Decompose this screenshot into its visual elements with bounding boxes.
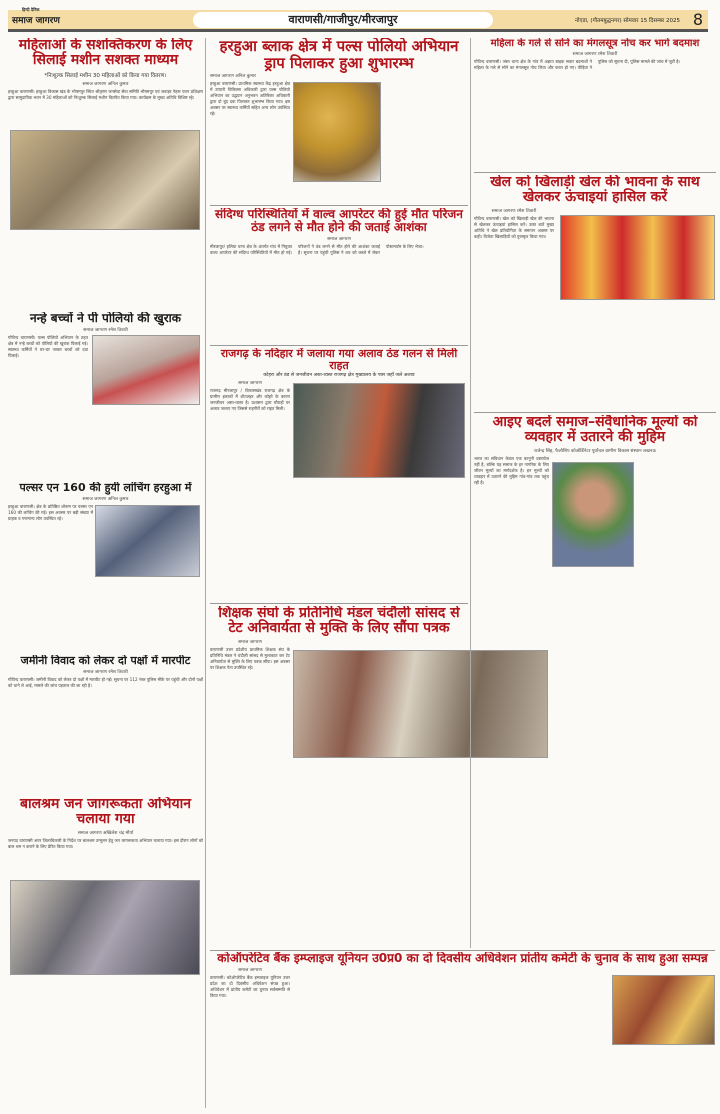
headline: संदिग्ध परिस्थितियों में वाल्व आपरेटर की हुई मौत परिजन ठंड लगने से मौत होने की जताई आशंका	[215, 208, 463, 235]
column-divider	[205, 38, 206, 1108]
edition-names: वाराणसी/गाजीपुर/मीरजापुर	[193, 12, 493, 28]
silai-continued	[8, 235, 203, 307]
article-body: गोविन्द वाराणसी। खेल को खिलाड़ी खेल की भावना से खेलकर ऊंचाइयां हासिल करें। उक्त बातें मुख्य अतिथि ने खेल प्रतियोगिता के समापन अवसर पर कही। विजेता खिलाड़ियों को पुरस्कृत किया गया।	[474, 215, 554, 239]
byline: राजेन्द्र सिंह, फैलोशिप कोऑर्डिनेटर पूर्वांचल ग्रामीण विकास संस्थान लखनऊ	[534, 448, 656, 454]
headline: खेल को खिलाड़ी खेल की भावना के साथ खेलकर ऊंचाइयां हासिल करें	[490, 175, 700, 206]
byline: समाज जागरण	[327, 237, 351, 243]
polio-drops-photo	[293, 82, 381, 182]
bank-meeting-photo	[612, 975, 715, 1045]
byline: समाज जागरण	[238, 639, 262, 645]
headline: महिलाओं के सशक्तिकरण के लिए सिलाई मशीन सशक्त माध्यम	[18, 38, 193, 69]
headline: शिक्षक संघो के प्रतिनिधि मंडल चंदौली सांसद से टेट अनिवार्यता से मुक्ति के लिए सौंपा पत्रक	[218, 606, 460, 637]
headline: आइए बदलें समाज–संवैधानिक मूल्यों को व्यवहार में उतारने की मुहिम	[492, 415, 698, 446]
masthead	[8, 7, 708, 32]
brand-name: समाज जागरण	[12, 16, 60, 26]
article-body: गोविन्द वाराणसी। जमीनी विवाद को लेकर दो पक्षों में मारपीट हो गई। सूचना पर 112 नंबर पुलिस मौके पर पहुंची और दोनों पक्षों को थाने ले आई, मामले की जांच पड़ताल की जा रही है।	[8, 677, 203, 689]
sewing-machine-photo	[10, 130, 200, 230]
headline: हरहुआ ब्लाक क्षेत्र में पल्स पोलियो अभियान ड्राप पिलाकर हुआ शुभारम्भ	[219, 38, 459, 72]
headline: नन्हे बच्चों ने पी पोलियो की खुराक	[30, 312, 181, 325]
byline: समाज जागरण	[238, 968, 262, 974]
awareness-rally-photo	[10, 880, 200, 975]
article-mangalsutra	[474, 38, 716, 178]
article-body: राजगढ़ मीरजापुर / विकासखंड राजगढ़ क्षेत्र के ग्रामीण इलाकों में शीतलहर और कोहरे के कारण जनजीवन अस्त-व्यस्त है। प्रशासन द्वारा चौराहों पर अलाव जलाए गए जिससे राहगीरों को राहत मिली।	[210, 388, 290, 412]
bike-launch-photo	[95, 505, 200, 577]
article-jamini	[8, 655, 203, 775]
byline: समाज जागरण रमेश तिवारी	[83, 328, 128, 334]
column-divider	[470, 38, 471, 948]
byline: समाज जागरण अनिल कुमार	[210, 74, 256, 79]
article-body: हरहुआ वाराणसी। हरहुआ विकास खंड के भीषमपुर स्थित श्रीकृष्ण जनसेवा सेवा समिति भीषमपुर एवं जवाहर नेहरू पवन प्रशिक्षण द्वारा सामुदायिक भवन में 30 महिलाओं को निःशुल्क सिलाई मशीन वितरित किया गया। कार्यक्रम के मुख्य अतिथि विशिष्ट रहे।	[8, 88, 203, 100]
polio-children-photo	[92, 335, 200, 405]
bonfire-photo	[293, 383, 465, 478]
subhead: *निःशुल्क सिलाई मशीन 30 महिलाओं को किया गया वितरण।	[44, 72, 167, 79]
sports-photo	[560, 215, 715, 300]
headline: कोऑपरेटिव बैंक इम्प्लाइज यूनियन उ0प्र0 का दो दिवसीय अधिवेशन प्रांतीय कमेटी के चुनाव के साथ हुआ सम्पन्न	[217, 952, 708, 965]
byline: समाज जागरण	[238, 381, 262, 387]
divider	[210, 950, 715, 951]
byline: समाज जागरण अनिल कुमार	[82, 497, 129, 503]
brand-logo	[8, 7, 173, 26]
byline: समाज जागरण अनिल कुमार	[82, 81, 129, 87]
article-body: हरहुआ वाराणसी। क्षेत्र के प्रतिष्ठित शोरूम पर पल्सर एन 160 की लांचिंग की गई। इस अवसर पर बड़ी संख्या में ग्राहक व गणमान्य लोग उपस्थित रहे।	[8, 504, 93, 522]
subhead: कोहरा और ठंड से जनजीवन अस्त-व्यस्त राजगढ़ क्षेत्र मुख्यालय के पास जहाँ जले अलाव	[263, 373, 415, 379]
headline: महिला के गले से सोने का मंगलसूत्र नोच कर भागे बदमाश	[490, 38, 700, 49]
brand-small: हिन्दी दैनिक	[22, 7, 40, 12]
polio-continued	[385, 85, 467, 185]
headline: जमीनी विवाद को लेकर दो पक्षों में मारपीट	[20, 655, 191, 667]
article-pump	[210, 208, 468, 343]
headline: राजगढ़ के नदिहार में जलाया गया अलाव ठंड गलन से मिली राहत	[220, 348, 458, 373]
byline: समाज जागरण रमेश तिवारी	[572, 52, 618, 57]
article-body: वाराणसी उत्तर प्रदेशीय प्राथमिक शिक्षक संघ के प्रतिनिधि मंडल ने चंदौली सांसद से मुलाकात कर टेट अनिवार्यता से मुक्ति के लिए पत्रक सौंपा। इस अवसर पर शिक्षक नेता उपस्थित रहे।	[210, 646, 290, 670]
byline: समाज जागरण रमेश तिवारी	[491, 208, 537, 214]
article-body: जनपद वाराणसी अपर जिलाधिकारी के निर्देश पर बालश्रम उन्मूलन हेतु जन जागरूकता अभियान चलाया गया। इस दौरान लोगों को बाल श्रम न कराने के लिए प्रेरित किया गया।	[8, 837, 203, 849]
divider	[474, 172, 716, 173]
page-number: 8	[692, 10, 704, 29]
article-body: गोविन्द वाराणसी। पल्स पोलियो अभियान के तहत क्षेत्र में नन्हे बच्चों को पोलियो की खुराक पिलाई गई। स्वास्थ्य कर्मियों ने घर-घर जाकर बच्चों को दवा पिलाई।	[8, 335, 88, 359]
divider	[210, 345, 468, 346]
article-body: भारत का संविधान केवल एक कानूनी दस्तावेज नहीं है, बल्कि यह समाज के हर नागरिक के लिए जीवन मूल्यों का मार्गदर्शक है। इन मूल्यों को व्यवहार में उतारने की मुहिम गांव-गांव तक पहुंच रही है।	[474, 455, 549, 485]
headline: बालश्रम जन जागरूकता अभियान चलाया गया	[20, 797, 191, 828]
divider	[210, 603, 468, 604]
byline: समाज जागरण रमेश तिवारी	[83, 670, 128, 676]
dateline: नोएडा, (गौतमबुद्धनगर) सोमवार 15 दिसम्बर 2025	[575, 17, 680, 24]
divider	[474, 412, 716, 413]
article-body: वाराणसी। कोऑपरेटिव बैंक इम्प्लाइज यूनियन उत्तर प्रदेश का दो दिवसीय अधिवेशन संपन्न हुआ। अधिवेशन में प्रांतीय कमेटी का चुनाव सर्वसम्मति से किया गया।	[210, 975, 290, 999]
headline: पल्सर एन 160 की हुयी लांचिंग हरहुआ में	[19, 482, 192, 494]
byline: समाज जागरण अखिलेश चंद्र मौर्या	[77, 830, 134, 836]
article-body: गोविन्द वाराणसी। जंसा थाना क्षेत्र के गांव में अज्ञात बाइक सवार बदमाशों ने महिला के गले से सोने का मंगलसूत्र नोच लिया और फरार हो गए। पीड़िता ने पुलिस को सूचना दी, पुलिस मामले की जांच में जुटी है।	[474, 59, 681, 70]
author-portrait	[552, 462, 634, 567]
article-body: मीरजापुर/ हलिया थाना क्षेत्र के अंतर्गत गांव में नियुक्त वाल्व आपरेटर की संदिग्ध परिस्थितियों में मौत हो गई। परिजनों ने ठंड लगने से मौत होने की आशंका जताई है। सूचना पर पहुंची पुलिस ने शव को कब्जे में लेकर पोस्टमार्टम के लिए भेजा।	[210, 244, 424, 256]
article-body: हरहुआ वाराणसी। प्राथमिक स्वास्थ्य केंद्र हरहुआ क्षेत्र में उप्पारी चिकित्सा अधिकारी द्वारा पल्स पोलियो अभियान का उद्घाटन अनुभवन अतिरिक्त अधिकारी द्वारा दो बूंद दवा पिलाकर शुभारम्भ किया गया। इस अवसर पर स्वास्थ्य कर्मियों सहित अन्य लोग उपस्थित रहे।	[210, 81, 290, 116]
divider	[210, 205, 468, 206]
